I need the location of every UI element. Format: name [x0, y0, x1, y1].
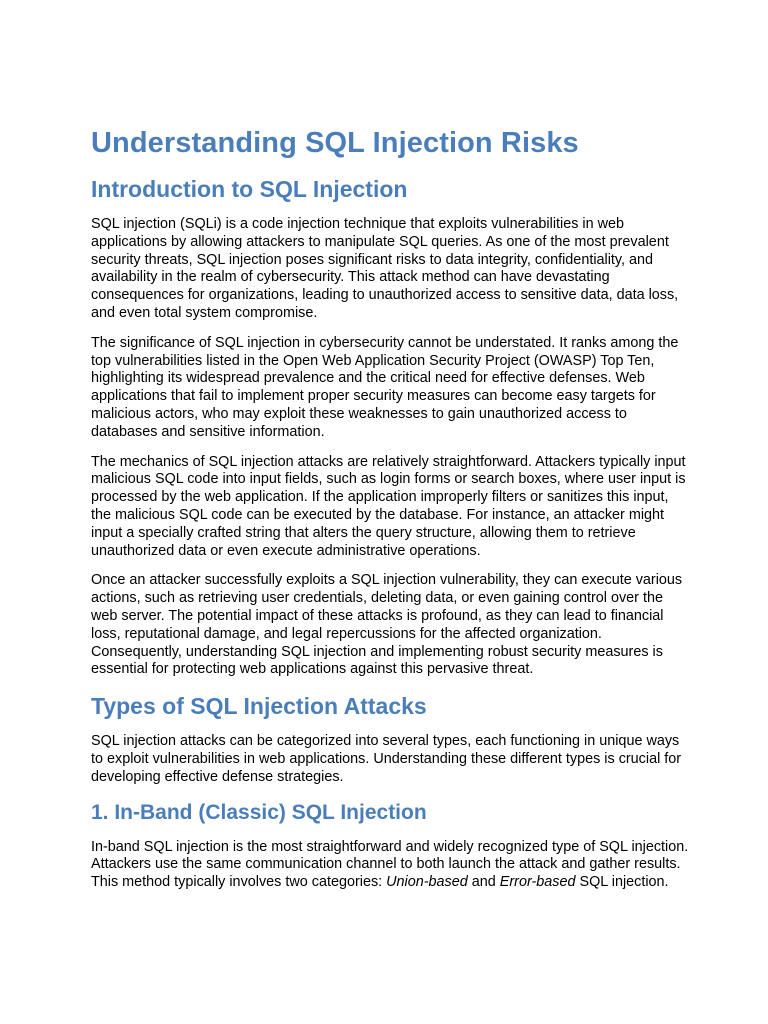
intro-paragraph-1: SQL injection (SQLi) is a code injection technique that exploits vulnerabilities in web applications by allowing attackers to manipulate SQL queries. As one of the most prevalent security threats, SQL injection poses significant risks to data integrity, confidentiality, and availability in the realm of cybersecurity. This attack method can have devastating consequences for organizations, leading to unauthorized access to sensitive data, data loss, and even total system compromise.	[91, 216, 679, 321]
in-band-connector: and	[467, 874, 500, 891]
section-heading-types: Types of SQL Injection Attacks	[91, 693, 427, 720]
intro-paragraph-2: The significance of SQL injection in cybersecurity cannot be understated. It ranks among the top vulnerabilities listed in the Open Web Application Security Project (OWASP) Top Ten, highlighting its widespread prevalence and the critical need for effective defenses. Web applications that fail to implement proper security measures can become easy targets for malicious actors, who may exploit these weaknesses to gain unauthorized access to databases and sensitive information.	[91, 334, 679, 440]
term-union-based: Union-based	[386, 874, 468, 891]
types-paragraph: SQL injection attacks can be categorized into several types, each functioning in unique ways to exploit vulnerabilities in web applications. Understanding these different types is crucial for developing effective defense strategies.	[91, 733, 682, 785]
document-title: Understanding SQL Injection Risks	[91, 127, 579, 159]
subsection-heading-in-band: 1. In-Band (Classic) SQL Injection	[91, 800, 427, 824]
term-error-based: Error-based	[499, 874, 576, 891]
intro-paragraph-4: Once an attacker successfully exploits a SQL injection vulnerability, they can execute various actions, such as retrieving user credentials, deleting data, or even gaining control over the web server. The potential impact of these attacks is profound, as they can lead to financial loss, reputational damage, and legal repercussions for the affected organization. Consequently, understanding SQL injection and implementing robust security measures is essential for protecting web applications against this pervasive threat.	[91, 572, 683, 678]
document-page	[91, 124, 691, 904]
in-band-paragraph-tail: SQL injection.	[575, 874, 669, 891]
in-band-paragraph	[91, 839, 691, 892]
section-heading-introduction: Introduction to SQL Injection	[91, 176, 408, 202]
intro-paragraph-3: The mechanics of SQL injection attacks are relatively straightforward. Attackers typically input malicious SQL code into input fields, such as login forms or search boxes, where user input is processed by the web application. If the application improperly filters or sanitizes this input, the malicious SQL code can be executed by the database. For instance, an attacker might input a specially crafted string that alters the query structure, allowing them to retrieve unauthorized data or even execute administrative operations.	[91, 453, 686, 559]
in-band-paragraph-lead: In-band SQL injection is the most straightforward and widely recognized type of SQL injection. Attackers use the same communication channel to both launch the attack and gather results. This method typically involves two categories:	[91, 838, 689, 891]
